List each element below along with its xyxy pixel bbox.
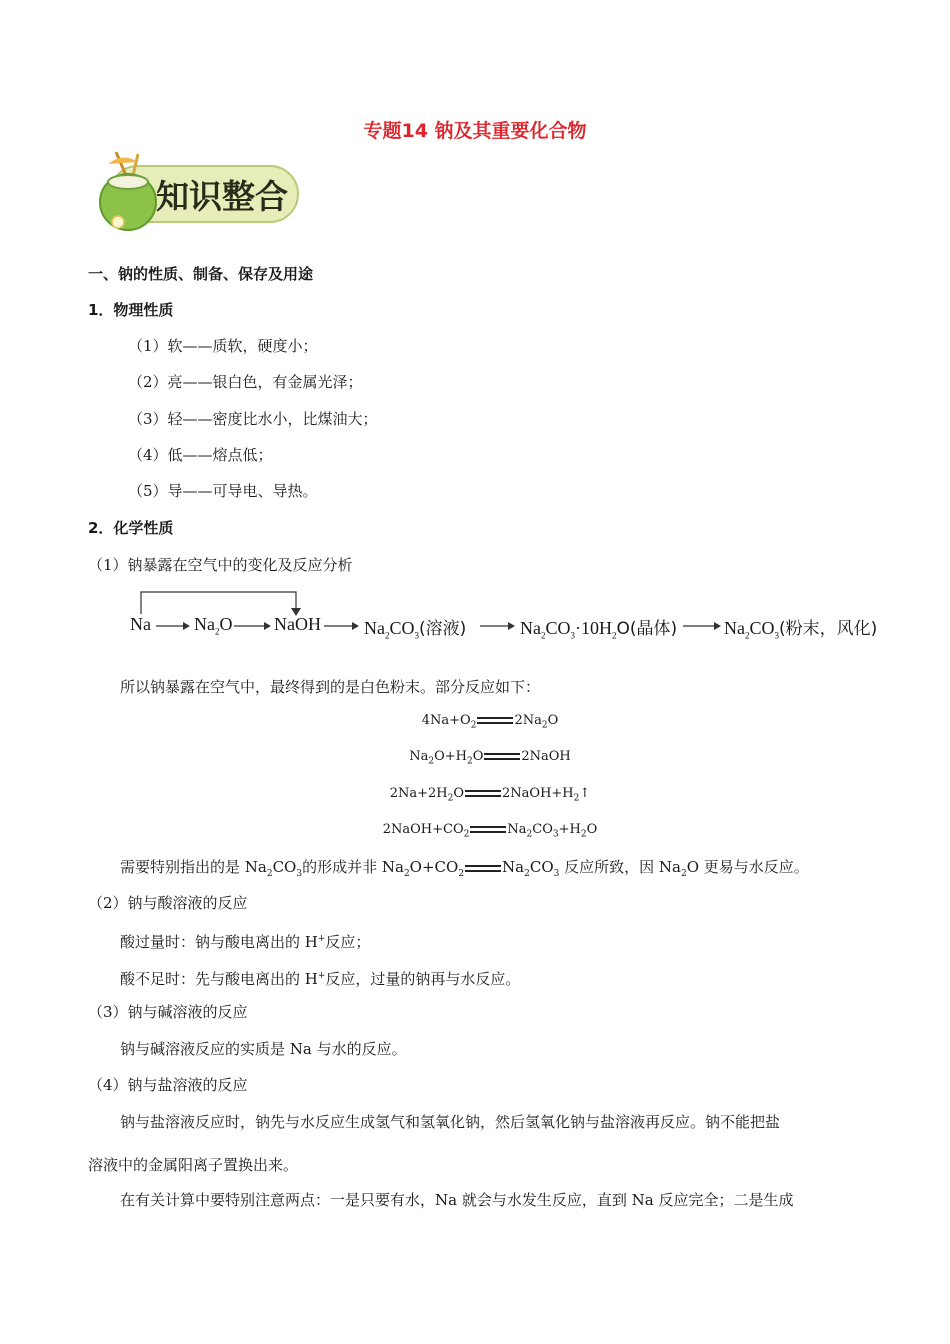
subheading-physical: 1．物理性质 — [88, 301, 174, 319]
equation-4: $2NaOH+CO_2$ $Na_2CO_3+H_2O$ — [382, 822, 598, 840]
flow-na2co3-powder: $Na_2CO_3$(粉末，风化) — [724, 618, 878, 641]
list-item: （3）轻——密度比水小，比煤油大； — [128, 410, 378, 428]
list-item: （4）低——熔点低； — [128, 446, 273, 464]
section-heading-1: 一、钠的性质、制备、保存及用途 — [88, 265, 314, 283]
list-item: （1）软——质软，硬度小； — [128, 337, 318, 355]
paragraph: 酸不足时：先与酸电离出的 H+反应，过量的钠再与水反应。 — [120, 970, 521, 988]
flow-na: Na — [130, 614, 151, 634]
subheading-chemical: 2．化学性质 — [88, 519, 174, 537]
flower-icon — [112, 216, 124, 228]
paragraph: 钠与盐溶液反应时，钠先与水反应生成氢气和氢氧化钠，然后氢氧化钠与盐溶液再反应。钠不能把盐 — [120, 1113, 781, 1131]
equation-2: $Na_2O+H_2O$ 2NaOH — [409, 749, 571, 767]
knowledge-banner — [88, 150, 303, 232]
umbrella-icon — [108, 157, 138, 164]
paragraph: 在有关计算中要特别注意两点：一是只要有水，Na 就会与水发生反应，直到 Na 反应完全；二是生成 — [120, 1191, 794, 1209]
equation-1: $4Na+O_2$ $2Na_2O$ — [421, 713, 559, 731]
subsection-heading: （2）钠与酸溶液的反应 — [88, 894, 248, 912]
paragraph: 所以钠暴露在空气中，最终得到的是白色粉末。部分反应如下： — [120, 678, 541, 696]
subsection-heading: （4）钠与盐溶液的反应 — [88, 1076, 248, 1094]
flow-naoh: NaOH — [274, 614, 321, 634]
reaction-flow-diagram — [128, 586, 888, 646]
subsection-heading: （3）钠与碱溶液的反应 — [88, 1003, 248, 1021]
equation-3: $2Na+2H_2O$ $2NaOH+H_2↑$ — [389, 786, 591, 804]
paragraph: 钠与碱溶液反应的实质是 Na 与水的反应。 — [120, 1040, 407, 1058]
list-item: （5）导——可导电、导热。 — [128, 482, 318, 500]
banner-label: 知识整合 — [156, 177, 288, 216]
page-title: 专题14 钠及其重要化合物 — [363, 120, 587, 142]
note-paragraph: 需要特别指出的是 $Na_2CO_3$的形成并非 $Na_2O+CO_2$ $Na_2CO_3$ 反应所致，因 $Na_2O$ 更易与水反应。 — [120, 858, 809, 879]
paragraph: 溶液中的金属阳离子置换出来。 — [88, 1156, 299, 1174]
flow-na2co3-solution: $Na_2CO_3$(溶液) — [364, 618, 467, 641]
subsection-heading: （1）钠暴露在空气中的变化及反应分析 — [88, 556, 353, 574]
paragraph: 酸过量时：钠与酸电离出的 H+反应； — [120, 933, 371, 951]
list-item: （2）亮——银白色，有金属光泽； — [128, 373, 363, 391]
flow-na2co3-crystal: $Na_2CO_3\cdot 10H_2O$(晶体) — [520, 618, 678, 641]
flow-na2o: $Na_2O$ — [194, 614, 233, 637]
